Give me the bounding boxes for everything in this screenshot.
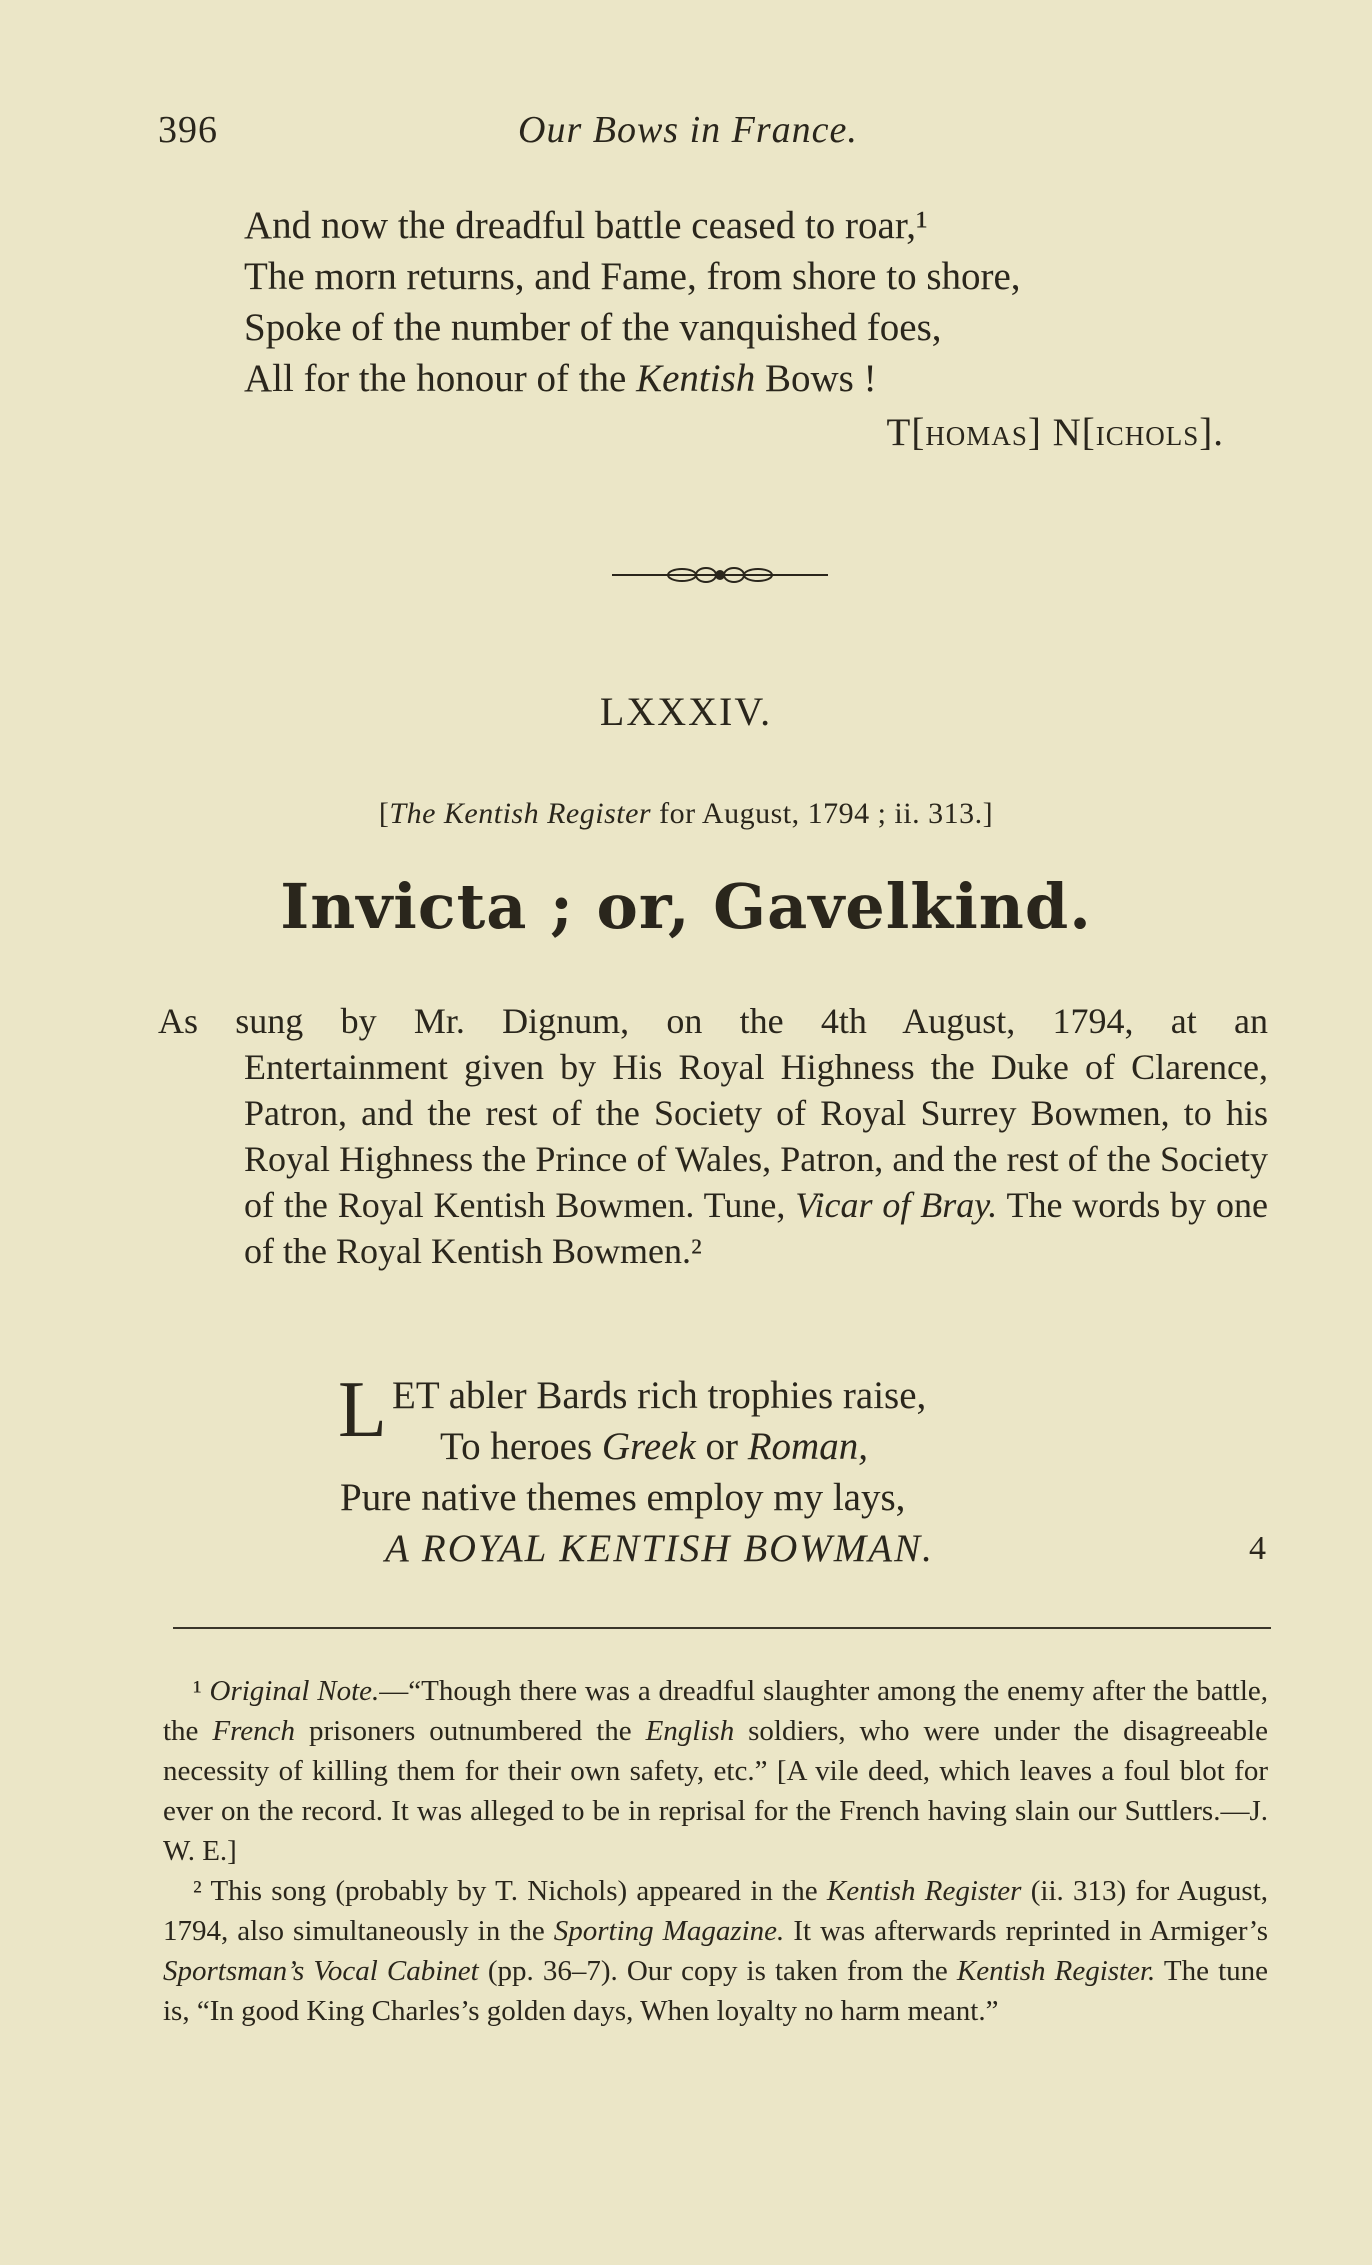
italic-run: Roman, <box>747 1425 868 1468</box>
intro-first-line: As sung by Mr. Dignum, on the 4th August, 1794, at an <box>158 1001 1268 1041</box>
italic-run: Sportsman’s Vocal Cabinet <box>163 1955 479 1987</box>
poem-line: Pure native themes employ my lays, <box>340 1476 906 1519</box>
italic-run: Kentish <box>636 357 756 400</box>
text-run: ] N[ <box>1027 411 1096 454</box>
italic-run: Greek <box>601 1425 696 1468</box>
text-run: prisoners outnumbered the <box>295 1715 646 1747</box>
poem-line: ET abler Bards rich trophies raise, <box>392 1374 927 1417</box>
text-run: This song (probably by T. Nichols) appeared in the <box>210 1875 827 1907</box>
italic-run: Kentish Register <box>826 1875 1022 1907</box>
footnote-1 <box>163 1671 1268 1871</box>
italic-run: English <box>645 1715 735 1747</box>
poem-line <box>244 353 1021 404</box>
ornament-divider-icon <box>612 560 828 590</box>
poem-line: Spoke of the number of the vanquished foes, <box>244 306 942 349</box>
author-signature <box>887 410 1225 455</box>
text-run: —“Though there was a dreadful slaughter among the enemy after the battle, the <box>163 1675 1269 1747</box>
poem-stanza <box>338 1366 1280 1574</box>
footnote-rule <box>173 1627 1271 1629</box>
small-caps-run: ichols <box>1095 411 1200 454</box>
footnote-2 <box>163 1871 1268 2031</box>
previous-poem-ending <box>244 200 1021 404</box>
footnote-marker: ² <box>193 1875 211 1907</box>
italic-run: The Kentish Register <box>389 797 652 830</box>
text-run: or <box>695 1425 748 1468</box>
italic-run: Kentish Register. <box>956 1955 1156 1987</box>
italic-run: French <box>212 1715 296 1747</box>
footnote-marker: ¹ <box>193 1675 210 1707</box>
text-run: soldiers, who were under the disagreeable necessity of killing them for their own safety, etc.” [A vile deed, which leaves a foul blot for ever on the record. It was alleged to be in reprisal for the French having slain our Suttlers.—J. W. E.] <box>163 1715 1268 1867</box>
page-header <box>158 108 1214 168</box>
text-run: All for the honour of the <box>244 357 637 400</box>
intro-paragraph <box>158 998 1268 1274</box>
poem-title: Invicta ; or, Gavelkind. <box>280 870 1092 943</box>
text-run: (ii. 313) for August, 1794, also simultaneously in the <box>163 1875 1269 1947</box>
intro-rest <box>158 1044 1268 1274</box>
text-run: The tune is, “In good King Charles’s golden days, When loyalty no harm meant.” <box>163 1955 1269 2027</box>
small-caps-run: homas <box>925 411 1028 454</box>
poem-line: A ROYAL KENTISH BOWMAN. <box>385 1527 934 1570</box>
page-number: 396 <box>158 109 218 151</box>
text-run: ]. <box>1199 411 1224 454</box>
drop-cap: L <box>338 1366 387 1454</box>
text-run: To heroes <box>440 1425 602 1468</box>
section-number: LXXXIV. <box>599 689 773 734</box>
poem-line: The morn returns, and Fame, from shore to shore, <box>244 255 1021 298</box>
footnotes <box>163 1671 1268 2031</box>
text-run: [ <box>378 797 390 830</box>
text-run: Bows ! <box>755 357 877 400</box>
line-number: 4 <box>1249 1530 1266 1567</box>
italic-run: Original Note. <box>209 1675 380 1707</box>
text-run: (pp. 36–7). Our copy is taken from the <box>478 1955 957 1987</box>
italic-run: Sporting Magazine. <box>553 1915 785 1947</box>
text-run: T[ <box>886 411 926 454</box>
text-run: for August, 1794 ; ii. 313.] <box>651 797 994 830</box>
text-run: It was afterwards reprinted in Armiger’s <box>784 1915 1268 1947</box>
text-run: The words by one of the Royal Kentish Bowmen.² <box>244 1185 1269 1271</box>
running-title: Our Bows in France. <box>518 109 858 151</box>
poem-line <box>340 1421 1280 1472</box>
source-citation <box>0 797 1372 831</box>
poem-line: And now the dreadful battle ceased to roar,¹ <box>244 204 928 247</box>
text-run: Entertainment given by His Royal Highness the Duke of Clarence, Patron, and the rest of the Society of Royal Surrey Bowmen, to his Royal Highness the Prince of Wales, Patron, and the rest of the Society of the Royal Kentish Bowmen. Tune, <box>244 1047 1268 1225</box>
italic-run: Vicar of Bray. <box>795 1185 998 1225</box>
